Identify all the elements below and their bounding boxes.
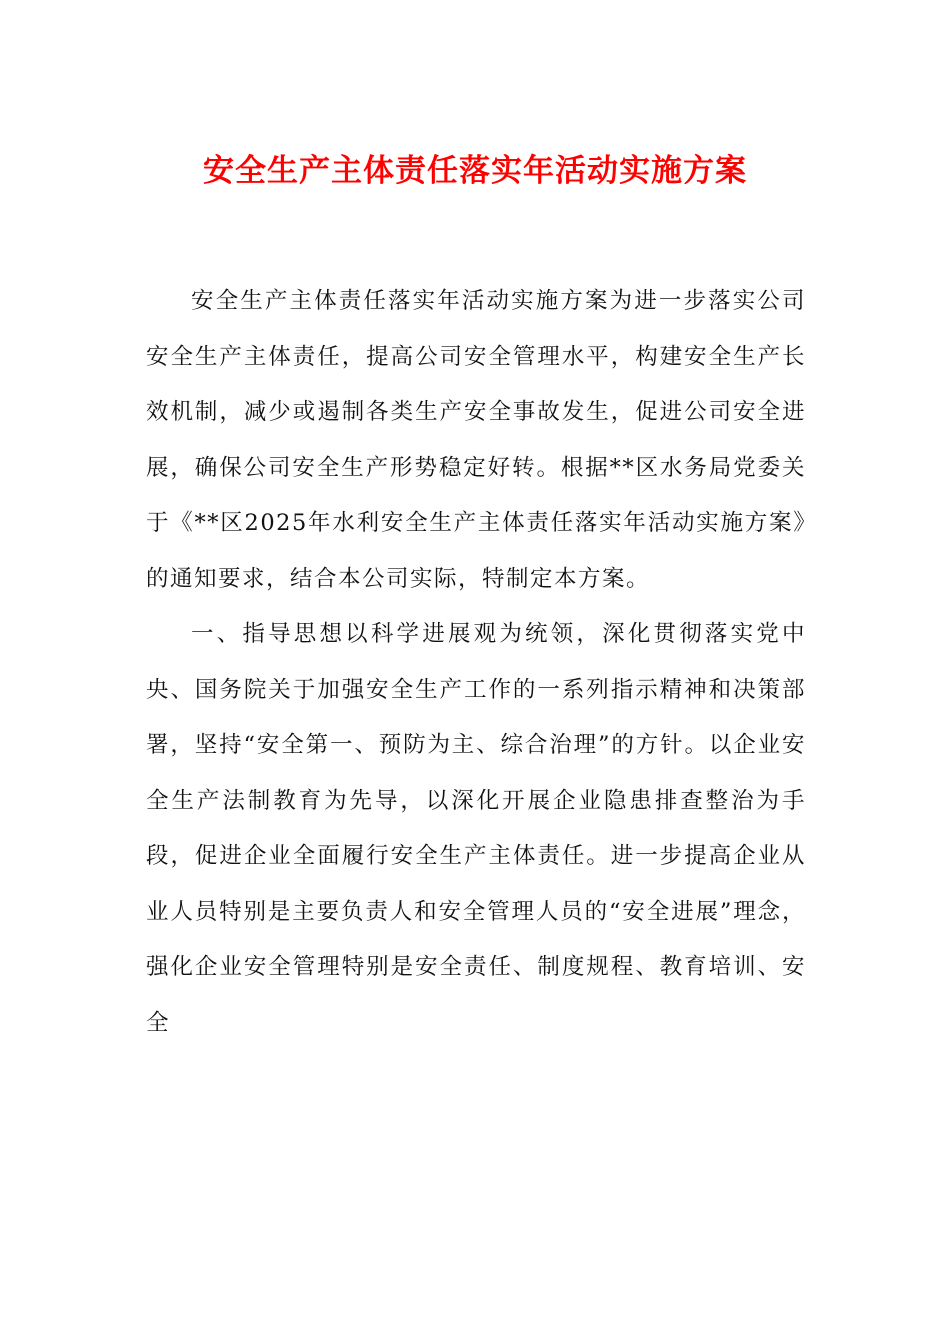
body-paragraph-guiding-ideology: 一、指导思想以科学进展观为统领，深化贯彻落实党中央、国务院关于加强安全生产工作的一系列指示精神和决策部署，坚持“安全第一、预防为主、综合治理”的方针。以企业安全生产法制教育为先导，以深化开展企业隐患排查整治为手段，促进企业全面履行安全生产主体责任。进一步提高企业从业人员特别是主要负责人和安全管理人员的“安全进展”理念，强化企业安全管理特别是安全责任、制度规程、教育培训、安全 bbox=[146, 621, 806, 1036]
body-paragraph-intro: 安全生产主体责任落实年活动实施方案为进一步落实公司安全生产主体责任，提高公司安全管理水平，构建安全生产长效机制，减少或遏制各类生产安全事故发生，促进公司安全进展，确保公司安全生产形势稳定好转。根据**区水务局党委关于《**区2025年水利安全生产主体责任落实年活动实施方案》的通知要求，结合本公司实际，特制定本方案。 bbox=[146, 288, 806, 592]
document-title: 安全生产主体责任落实年活动实施方案 bbox=[203, 153, 747, 189]
document-body bbox=[146, 274, 806, 1051]
